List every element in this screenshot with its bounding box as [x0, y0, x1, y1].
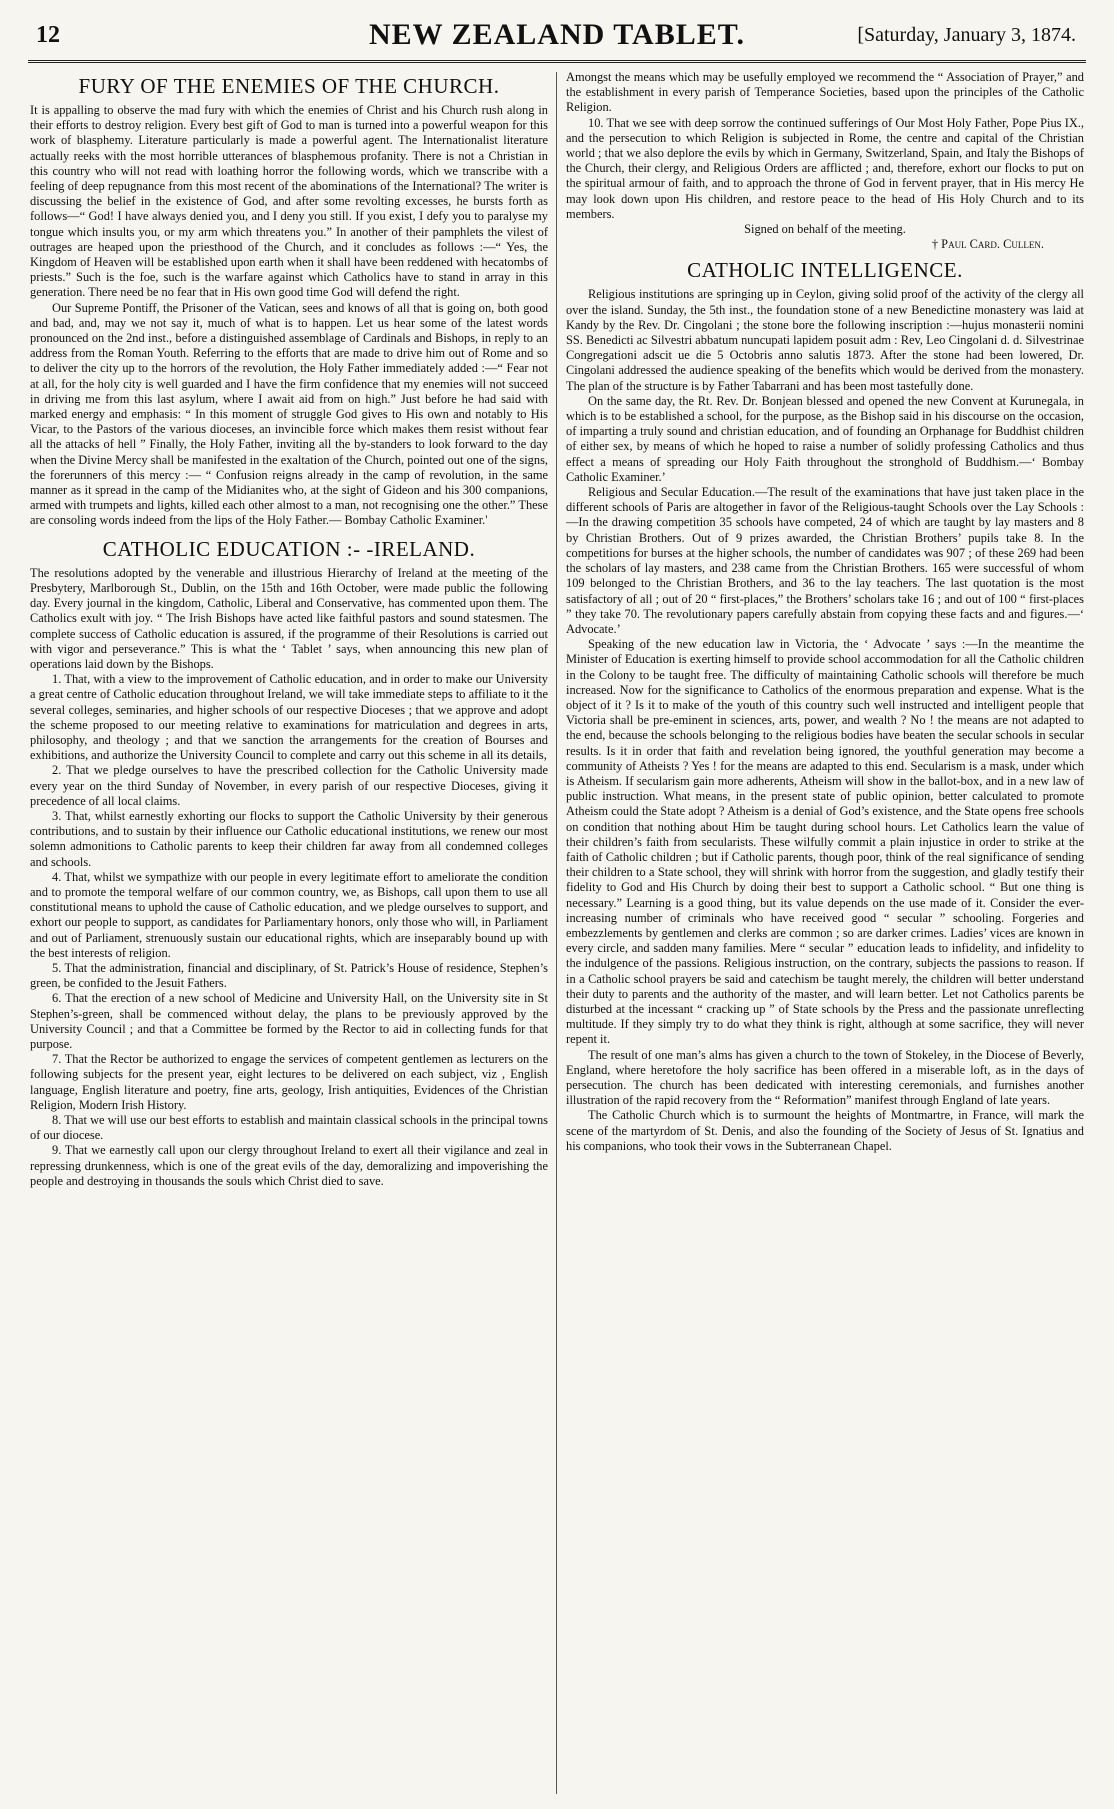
article-paragraph: It is appalling to observe the mad fury with which the enemies of Christ and his Church rush along in their efforts to destroy religion. Every best gift of God to man is turned into a powerful weapon for this work of blasphemy. Literature particularly is made a powerful agent. The Internationalist literature actually reeks with the most horrible utterances of blasphemous profanity. There is not a Christian in this country who will not read with loathing horror the following words, which we transcribe with a feeling of deep repugnance from this most recent of the abominations of the International? The writer is discussing the belief in the existence of God, and after some revolting excesses, he bursts forth as follows—“ God! I have always denied you, and I deny you still. If you exist, I defy you to paralyse my tongue which insults you, or my arm which threatens you.” In another of their pamphlets the vilest of outrages are heaped upon the priesthood of the Church, and it concludes as follows :—“ Yes, the Kingdom of Heaven will be established upon earth when it shall have been reddened with hecatombs of priests.” Such is the foe, such is the warfare against which Catholics have to stand in array in this generation. There need be no fear that in His own good time God will defend the right.: [30, 103, 548, 300]
article-paragraph: Religious and Secular Education.—The result of the examinations that have just taken place in the different schools of Paris are altogether in favor of the Religious-taught Schools over the Lay Schools : —In the drawing competition 35 schools have competed, 24 of which are taught by lay masters and 8 by Christian Brothers. Out of 9 prizes awarded, the Christian Brothers’ pupils take 8. In the competitions for burses at the higher schools, the number of candidates was 907 ; of these 269 had been the scholars of lay masters, and 238 came from the Christian Brothers. 165 were successful of whom 109 belonged to the Christian Brothers, and 36 to the lay teachers. The last quotation is the most satisfactory of all ; out of 20 “ first-places,” the Brothers’ scholars take 16 ; and out of 100 “ first-places ” they take 70. The revolutionary papers carefully abstain from copying these facts and and figures.—‘ Advocate.’: [566, 485, 1084, 636]
article-paragraph: Religious institutions are springing up in Ceylon, giving solid proof of the activity of the clergy all over the island. Sunday, the 5th inst., the foundation stone of a new Benedictine monastery was laid at Kandy by the Rev. Dr. Cingolani ; the stone bore the following inscription :—hujus monasterii nomini SS. Benedicti ac Silvestri abbatum nuncupati lapidem posuit adm : Rev, Leo Cingolani d. d. Silvestrinae Congregationi adscit ue die 5 Octobris anno salutis 1873. After the stone had been lowered, Dr. Cingolani addressed the audience speaking of the benefits which would be derived from the monastery. The plan of the structure is by Father Tabarrani and has been most tastefully done.: [566, 287, 1084, 393]
masthead-rule: [28, 60, 1086, 63]
right-column: [566, 70, 1084, 1798]
article-paragraph: On the same day, the Rt. Rev. Dr. Bonjean blessed and opened the new Convent at Kurunegala, in which is to be established a school, for the purpose, as the Bishop said in his discourse on the occasion, of imparting a truly sound and christian education, and of founding an Orphanage for Buddhist children of either sex, by means of which he hoped to raise a number of solidly professing Catholics and thus effect a means of spreading our Holy Faith throughout the stronghold of Buddhism.—‘ Bombay Catholic Examiner.’: [566, 393, 1084, 484]
headline-education-ireland: CATHOLIC EDUCATION :- -IRELAND.: [102, 536, 476, 561]
headline-fury: FURY OF THE ENEMIES OF THE CHURCH.: [78, 74, 500, 98]
left-column: [30, 70, 548, 1798]
headline-catholic-intelligence: CATHOLIC INTELLIGENCE.: [687, 258, 963, 283]
resolution-paragraph: 10. That we see with deep sorrow the continued sufferings of Our Most Holy Father, Pope Pius IX., and the persecution to which Religion is subjected in Rome, the centre and capital of the Christian world ; that we also deplore the evils by which in Germany, Switzerland, Spain, and Italy the Bishops of the Church, their clergy, and Religious Orders are afflicted ; and, therefore, exhort our flocks to put on the spiritual armour of faith, and to approach the throne of God in fervent prayer, that in His mercy He may look down upon His children, and restore peace to the head of His Holy Church and to its members.: [566, 115, 1084, 221]
continuation-paragraph: Amongst the means which may be usefully employed we recommend the “ Association of Prayer,” and the establishment in every parish of Temperance Societies, based upon the principles of the Catholic Religion.: [566, 70, 1084, 115]
resolution-paragraph: 3. That, whilst earnestly exhorting our flocks to support the Catholic University by their generous contributions, and to sustain by their influence our Catholic educational institutions, we renew our most solemn admonitions to Catholic parents to keep their children far away from all condemned colleges and schools.: [30, 808, 548, 869]
signed-line: Signed on behalf of the meeting.: [744, 222, 906, 237]
resolution-paragraph: 1. That, with a view to the improvement of Catholic education, and in order to make our University a great centre of Catholic education throughout Ireland, we will take immediate steps to affiliate to it the several colleges, seminaries, and higher schools of our respective Dioceses ; that we approve and adopt the scheme proposed to our meeting relative to examinations for matriculation and degrees in arts, philosophy, and theology ; and that we sanction the arrangements for the creation of Bourses and exhibitions, and authorize the University Council to complete and carry out this scheme in all its details,: [30, 672, 548, 763]
masthead: [28, 18, 1086, 58]
article-paragraph: The Catholic Church which is to surmount the heights of Montmartre, in France, will mark the scene of the martyrdom of St. Denis, and also the founding of the Society of Jesus of St. Ignatius and his companions, who took their vows in the Subterranean Chapel.: [566, 1108, 1084, 1153]
resolution-paragraph: 8. That we will use our best efforts to establish and maintain classical schools in the principal towns of our diocese.: [30, 1113, 548, 1143]
resolution-paragraph: 7. That the Rector be authorized to engage the services of competent gentlemen as lecturers on the following subjects for the present year, eight lectures to be delivered on each subject, viz , English language, English literature and poetry, fine arts, geology, Irish antiquities, Evidences of the Christian Religion, Modern Irish History.: [30, 1052, 548, 1112]
resolution-paragraph: 4. That, whilst we sympathize with our people in every legitimate effort to ameliorate the condition and to promote the temporal welfare of our common country, we, as Bishops, call upon them to use all constitutional means to uphold the cause of Catholic education, and we pledge ourselves to support, and exhort our people to support, as candidates for Parliamentary honors, only those who will, in Parliament and out of Parliament, strenuously sustain our educational rights, which are inseparably bound up with the best interests of religion.: [30, 869, 548, 960]
article-paragraph: The result of one man’s alms has given a church to the town of Stokeley, in the Diocese of Beverly, England, where heretofore the holy sacrifice has been offered in a miserable loft, as in the days of persecution. The church has been dedicated with interesting ceremonials, and furnishes another illustration of the rapid recovery from the “ Reformation” manifest through England of late years.: [566, 1047, 1084, 1108]
newspaper-title: NEW ZEALAND TABLET.: [368, 18, 746, 51]
issue-date: [Saturday, January 3, 1874.: [857, 24, 1076, 46]
resolution-paragraph: 6. That the erection of a new school of Medicine and University Hall, on the University site in St Stephen’s-green, shall be commenced without delay, the plans to be previously approved by the University Council ; and that a Committee be formed by the Rector to aid in collecting funds for that purpose.: [30, 991, 548, 1051]
article-paragraph: The resolutions adopted by the venerable and illustrious Hierarchy of Ireland at the meeting of the Presbytery, Marlborough St., Dublin, on the 15th and 16th October, were made public the following day. Every journal in the kingdom, Catholic, Liberal and Conservative, has commented upon them. The Catholics exult with joy. “ The Irish Bishops have acted like faithful pastors and sound statesmen. The complete success of Catholic education is assured, if the programme of their Resolutions is carried out with vigor and perseverance.” This is what the ‘ Tablet ’ says, when announcing this new plan of operations laid down by the Bishops.: [30, 565, 548, 671]
column-divider: [556, 72, 557, 1794]
resolution-paragraph: 2. That we pledge ourselves to have the prescribed collection for the Catholic University made every year on the third Sunday of November, in every parish of our respective Dioceses, giving it precedence of all local claims.: [30, 763, 548, 808]
article-paragraph: Our Supreme Pontiff, the Prisoner of the Vatican, sees and knows of all that is going on, both good and bad, and, may we not say it, much of what is to happen. Let us hear some of the latest words pronounced on the 2nd inst., before a distinguished assemblage of Cardinals and Bishops, in reply to an address from the Roman Youth. Referring to the efforts that are made to drive him out of Rome and so to deliver the city up to the horrors of the revolution, the Holy Father immediately added :—“ Fear not at all, for the holy city is well guarded and I have the firm confidence that my enemies will not succeed in driving me from this last asylum, where I await aid from on high.” Just before he had said with marked energy and emphasis: “ In this moment of struggle God gives to His own and notably to His Vicar, to the Pastors of the various dioceses, an invincible force which makes them resist without fear all the attacks of hell ” Finally, the Holy Father, inviting all the by-standers to look forward to the day when the Divine Mercy shall be manifested in the exaltation of the Church, pointed out one of the signs, the forerunners of this mercy :— “ Confusion reigns already in the camp of revolution, in the same manner as it spread in the camp of the Midianites who, at the sight of Gideon and his 300 companions, armed with trumpets and lights, killed each other almost to a man, not recognising one the other.” These are consoling words indeed from the lips of the Holy Father.— Bombay Catholic Examiner.': [30, 300, 548, 528]
article-paragraph: Speaking of the new education law in Victoria, the ‘ Advocate ’ says :—In the meantime the Minister of Education is exerting himself to provide school accommodation for all the Catholic children in the Colony to be taught free. The difficulty of maintaining Catholic schools will therefore be much increased. Now for the significance to Catholics of the enormous preparation and expense. What is the object of it ? Is it to make of the youth of this country such well instructed and intelligent people that Victoria shall be pre-eminent in sciences, arts, power, and wealth ? No ! the means are not adapted to the end, because the schools belonging to the religious bodies have beaten the secular schools in secular results. Is it in order that faith and revelation being ignored, the youthful generation may become a community of Atheists ? Yes ! for the means are adapted to this end. Secularism is a mask, under which is Atheism. If secularism gain more adherents, Atheism will show in the ballot-box, and in a new law of public instruction. What means, in the present state of public opinion, better calculated to promote Atheism could the State adopt ? Atheism is a denial of God’s existence, and the State opens free schools on condition that nothing about Him be taught during school hours. Let Catholics learn the value of their children’s faith from secularists. These wilfully commit a plain injustice in order to strike at the faith of Catholic children ; but if Catholic parents, though poor, think of the real significance of sending their children to a State school, they will shrink with horror from the suggestion, and gladly testify their fidelity to God and His Church by doing their best to support a Catholic school. “ But one thing is necessary.” Learning is a good thing, but its value depends on the use made of it. Consider the ever-increasing number of criminals who have received good “ secular ” schooling. Forgeries and embezzlements by gentlemen and clerks are common ; so are darker crimes. Ladies’ vices are known in every circle, and sadden many families. Mere “ secular ” education leads to infidelity, and infidelity to the indulgence of the passions. Religious instruction, on the contrary, subjects the passions to reason. If in a Catholic school prayers be said and catechism be taught merely, the children will better understand their duty to parents and the authority of the master, and will learn better. Let not Catholics parents be disturbed at the incessant “ cracking up ” of State schools by the Press and the passionate unreflecting multitude. If they simply try to do what they think is right, although at some sacrifice, they will never repent it.: [566, 637, 1084, 1047]
resolution-paragraph: 9. That we earnestly call upon our clergy throughout Ireland to exert all their vigilance and zeal in repressing drunkenness, which is one of the great evils of the day, demoralizing and impoverishing the people and destroying in thousands the souls which Christ died to save.: [30, 1143, 548, 1188]
signatory: † Paul Card. Cullen.: [931, 237, 1044, 252]
resolution-paragraph: 5. That the administration, financial and disciplinary, of St. Patrick’s House of residence, Stephen’s green, be confided to the Jesuit Fathers.: [30, 960, 548, 991]
page-number: 12: [36, 22, 60, 48]
